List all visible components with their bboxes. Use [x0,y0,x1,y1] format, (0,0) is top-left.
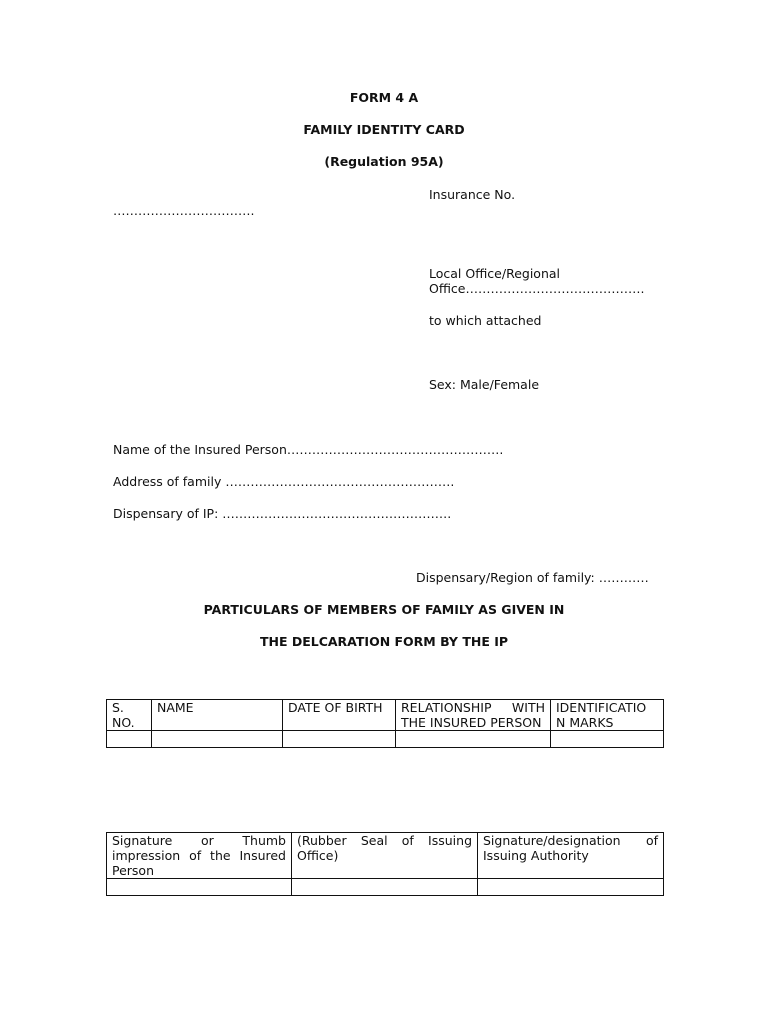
regulation-label: (Regulation 95A) [324,154,444,169]
insurance-no-label: Insurance No. [429,187,516,202]
family-address-field: Address of family ………………………………………………. [113,474,455,489]
col-header-name: NAME [152,700,283,731]
office-dots: Office……………………………………. [429,281,645,296]
col-header-identification: IDENTIFICATIO N MARKS [551,700,664,731]
form-title: FAMILY IDENTITY CARD [303,122,465,137]
signature-table [106,832,664,896]
col-header-sno: S. NO. [107,700,152,731]
family-members-table [106,699,664,748]
empty-cell [478,879,664,896]
table-row [107,731,664,748]
empty-cell [283,731,396,748]
insurance-no-dots: ……………………………. [113,203,255,218]
to-which-attached-label: to which attached [429,313,542,328]
particulars-heading-line2: THE DELCARATION FORM BY THE IP [259,634,509,649]
empty-cell [107,879,292,896]
empty-cell [107,731,152,748]
empty-cell [396,731,551,748]
empty-cell [292,879,478,896]
ip-dispensary-field: Dispensary of IP: ………………………………………………. [113,506,452,521]
local-office-label: Local Office/Regional [429,266,560,281]
insured-person-name-field: Name of the Insured Person……………………………………………. [113,442,504,457]
col-header-dob: DATE OF BIRTH [283,700,396,731]
particulars-heading-line1: PARTICULARS OF MEMBERS OF FAMILY AS GIVEN IN [203,602,565,617]
empty-cell [551,731,664,748]
issuing-authority-cell: Signature/designation of Issuing Authority [478,833,664,879]
empty-cell [152,731,283,748]
rubber-seal-cell: (Rubber Seal of Issuing Office) [292,833,478,879]
sex-label: Sex: Male/Female [429,377,540,392]
signature-header-row [107,833,664,879]
form-number: FORM 4 A [349,90,419,105]
family-dispensary-region-field: Dispensary/Region of family: ………… [416,570,649,585]
col-header-relationship: RELATIONSHIP WITH THE INSURED PERSON [396,700,551,731]
signature-thumb-cell: Signature or Thumb impression of the Insured Person [107,833,292,879]
table-row [107,879,664,896]
members-header-row [107,700,664,731]
